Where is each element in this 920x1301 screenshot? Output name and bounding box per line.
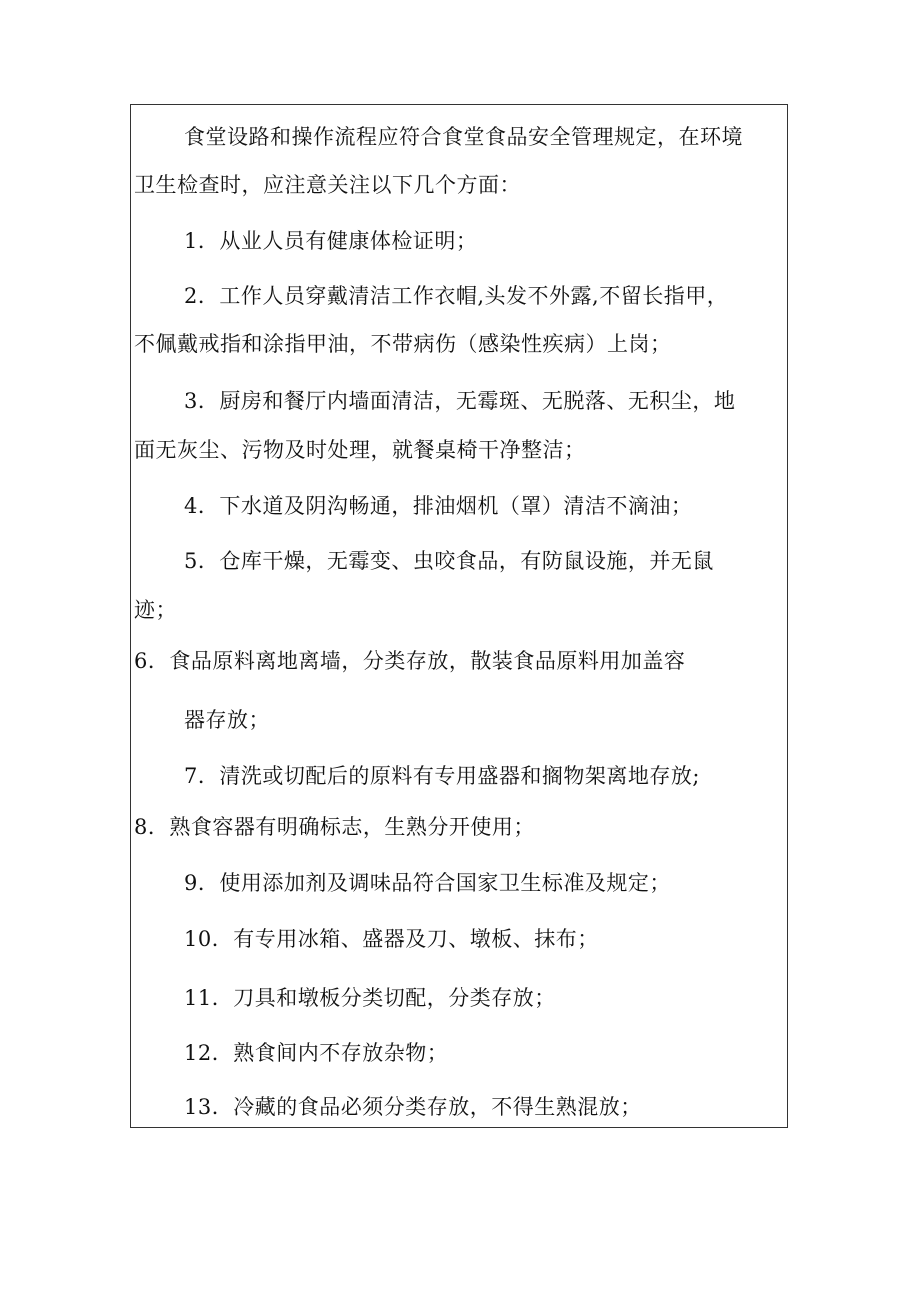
item-11: 11．刀具和墩板分类切配，分类存放； [184,986,556,1010]
item-12: 12．熟食间内不存放杂物； [184,1041,449,1065]
item-8: 8．熟食容器有明确标志，生熟分开使用； [134,815,535,839]
item-2-line-2: 不佩戴戒指和涂指甲油，不带病伤（感染性疾病）上岗； [134,332,672,356]
intro-line-1: 食堂设路和操作流程应符合食堂食品安全管理规定，在环境 [184,125,743,149]
item-6-line-1: 6．食品原料离地离墙，分类存放，散装食品原料用加盖容 [134,649,686,673]
item-7: 7．清洗或切配后的原料有专用盛器和搁物架离地存放; [184,764,700,788]
item-5-line-2: 迹； [134,598,177,622]
item-3-line-1: 3．厨房和餐厅内墙面清洁，无霉斑、无脱落、无积尘，地 [184,389,736,413]
item-3-line-2: 面无灰尘、污物及时处理，就餐桌椅干净整洁； [134,438,586,462]
item-1: 1．从业人员有健康体检证明； [184,229,478,253]
intro-line-2: 卫生检查时，应注意关注以下几个方面： [134,173,521,197]
content-frame [130,104,788,1128]
item-10: 10．有专用冰箱、盛器及刀、墩板、抹布； [184,927,599,951]
item-4: 4．下水道及阴沟畅通，排油烟机（罩）清洁不滴油； [184,494,693,518]
item-9: 9．使用添加剂及调味品符合国家卫生标准及规定； [184,871,671,895]
item-2-line-1: 2．工作人员穿戴清洁工作衣帽,头发不外露,不留长指甲， [184,284,729,308]
item-13: 13．冷藏的食品必须分类存放，不得生熟混放； [184,1095,642,1119]
item-5-line-1: 5．仓库干燥，无霉变、虫咬食品，有防鼠设施，并无鼠 [184,549,714,573]
item-6-line-2: 器存放； [184,708,270,732]
